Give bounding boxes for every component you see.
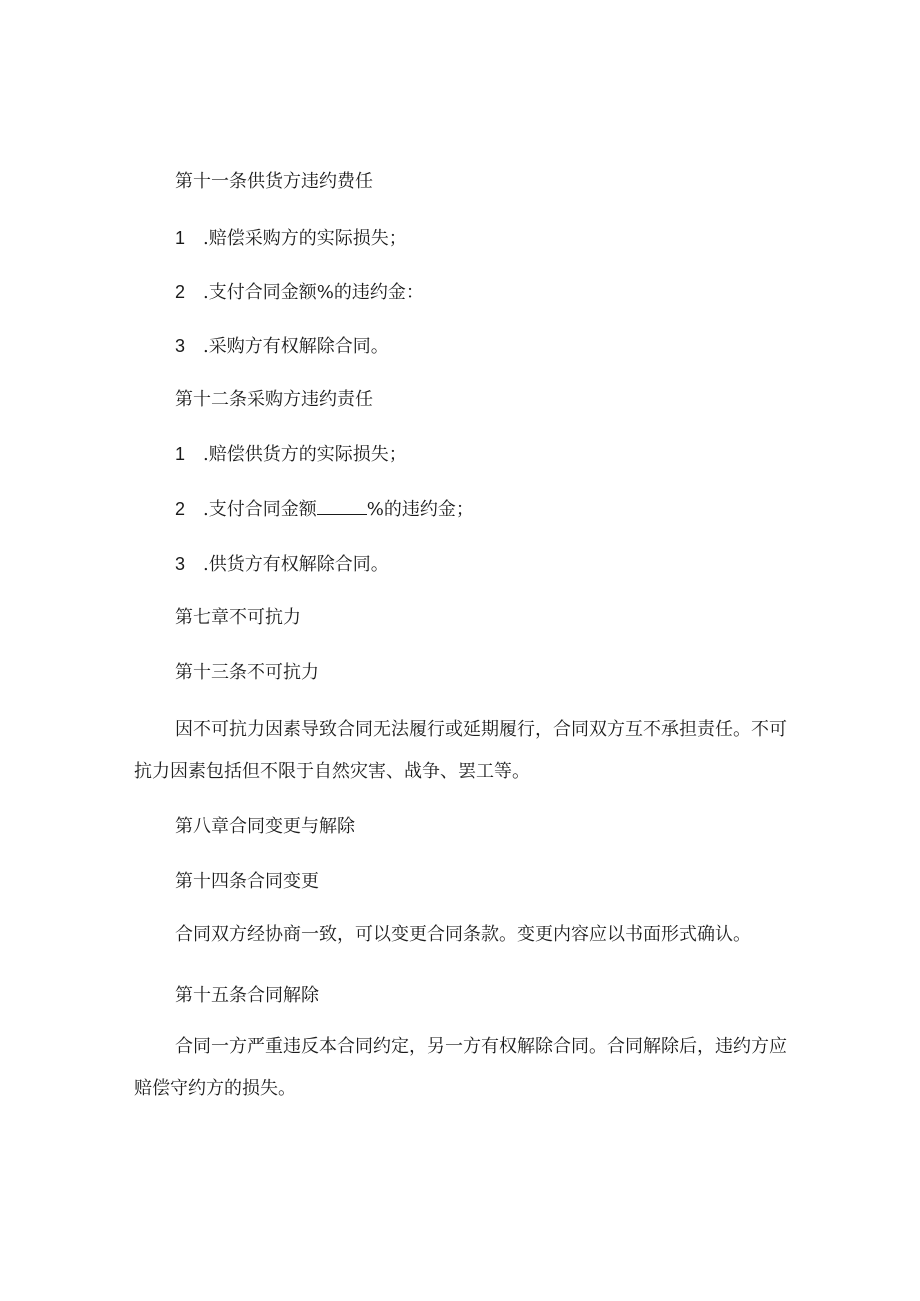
item-text: .供货方有权解除合同。 — [203, 554, 389, 575]
item-number: 3 — [175, 554, 186, 574]
item-text: .赔偿采购方的实际损失； — [203, 228, 407, 249]
article-13-text: 因不可抗力因素导致合同无法履行或延期履行，合同双方互不承担责任。不可抗力因素包括但不限于自然灾害、战争、罢工等。 — [134, 719, 787, 782]
chapter-8-title: 第八章合同变更与解除 — [175, 816, 355, 837]
article-12-item-3 — [175, 552, 389, 577]
chapter-7-title: 第七章不可抗力 — [175, 607, 301, 628]
item-number: 1 — [175, 228, 186, 248]
item-number: 2 — [175, 499, 186, 519]
article-15-body — [134, 1026, 794, 1110]
article-14-body — [134, 914, 794, 956]
article-13-body — [134, 709, 794, 793]
article-14-text: 合同双方经协商一致，可以变更合同条款。变更内容应以书面形式确认。 — [175, 924, 751, 945]
article-14-title: 第十四条合同变更 — [175, 871, 319, 892]
item-number: 3 — [175, 336, 186, 356]
article-12-item-1 — [175, 442, 407, 467]
item-text: .支付合同金额 — [203, 282, 317, 303]
item-text: .支付合同金额 — [203, 499, 317, 520]
article-13-title: 第十三条不可抗力 — [175, 662, 319, 683]
item-number: 2 — [175, 282, 186, 302]
article-15-title: 第十五条合同解除 — [175, 985, 319, 1006]
item-number: 1 — [175, 444, 186, 464]
item-text: .赔偿供货方的实际损失； — [203, 444, 407, 465]
article-11-item-1 — [175, 226, 407, 251]
article-15-text: 合同一方严重违反本合同约定，另一方有权解除合同。合同解除后，违约方应赔偿守约方的损失。 — [134, 1036, 787, 1099]
article-12-item-2 — [175, 497, 474, 522]
item-text: .采购方有权解除合同。 — [203, 336, 389, 357]
article-11-item-2 — [175, 280, 424, 305]
item-text-suffix: %的违约金： — [316, 282, 424, 303]
fill-in-blank — [317, 498, 367, 515]
article-12-title: 第十二条采购方违约责任 — [175, 389, 373, 410]
article-11-item-3 — [175, 334, 389, 359]
item-text-suffix: %的违约金； — [366, 499, 474, 520]
article-11-title: 第十一条供货方违约费任 — [175, 171, 373, 192]
